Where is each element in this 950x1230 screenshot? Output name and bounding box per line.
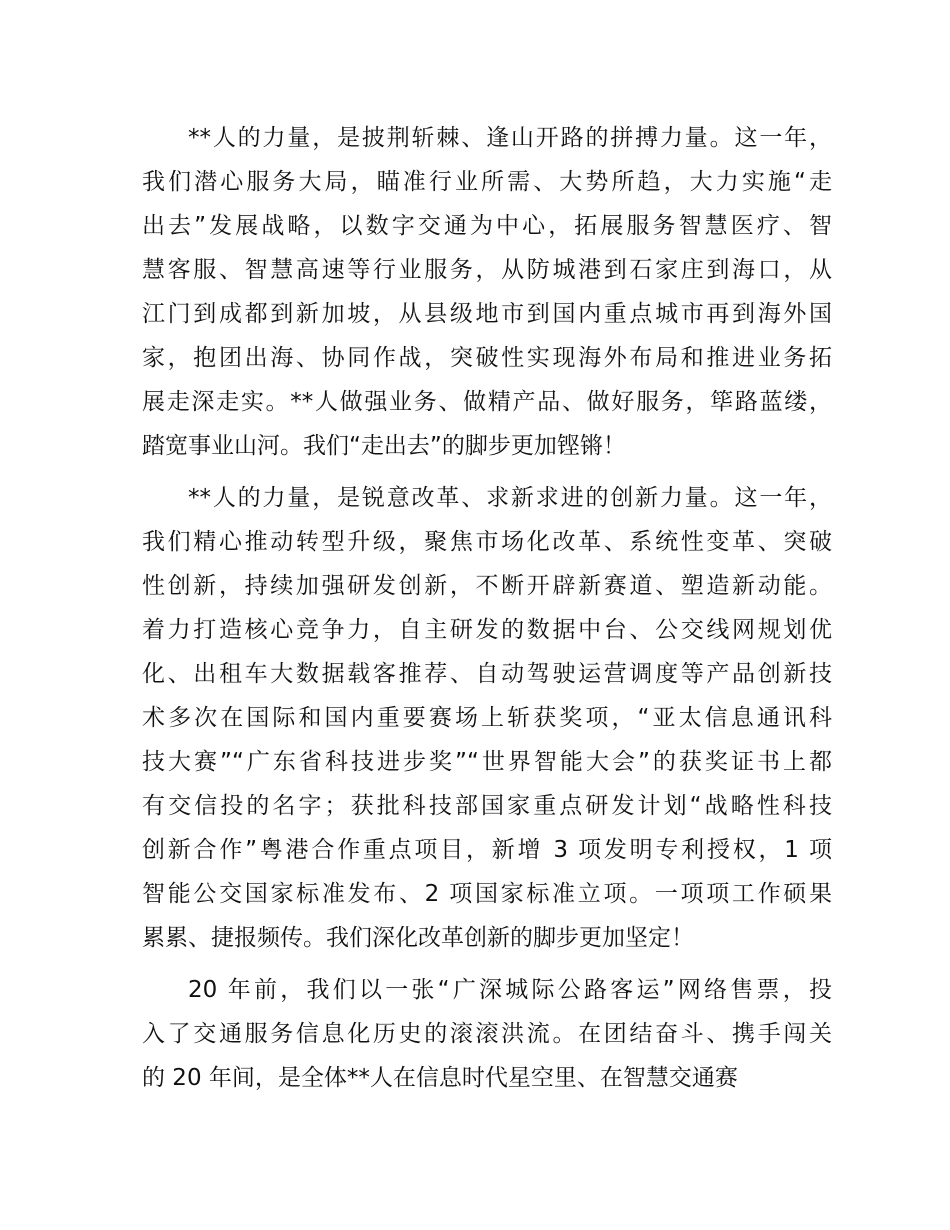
text-line: 智能公交国家标准发布、2 项国家标准立项。一项项工作硕果 bbox=[142, 881, 832, 907]
text-line: 20 年前，我们以一张“广深城际公路客运”网络售票，投 bbox=[188, 977, 832, 1003]
text-line: 江门到成都到新加坡，从县级地市到国内重点城市再到海外国 bbox=[142, 301, 832, 327]
paragraph bbox=[142, 968, 832, 1100]
text-line: 我们潜心服务大局，瞄准行业所需、大势所趋，大力实施“走 bbox=[142, 169, 832, 195]
paragraph bbox=[142, 116, 832, 468]
text-line: 化、出租车大数据载客推荐、自动驾驶运营调度等产品创新技 bbox=[142, 661, 832, 687]
text-line: 着力打造核心竞争力，自主研发的数据中台、公交线网规划优 bbox=[142, 617, 832, 643]
text-line: **人的力量，是披荆斩棘、逢山开路的拼搏力量。这一年， bbox=[188, 125, 832, 151]
text-line: 出去”发展战略，以数字交通为中心，拓展服务智慧医疗、智 bbox=[142, 213, 832, 239]
text-line: 家，抱团出海、协同作战，突破性实现海外布局和推进业务拓 bbox=[142, 345, 832, 371]
paragraph-spacer bbox=[142, 960, 832, 968]
text-line: 我们精心推动转型升级，聚焦市场化改革、系统性变革、突破 bbox=[142, 529, 832, 555]
text-line: 技大赛”“广东省科技进步奖”“世界智能大会”的获奖证书上都 bbox=[142, 749, 832, 775]
document-body bbox=[142, 116, 832, 1100]
text-line: 踏宽事业山河。我们“走出去”的脚步更加铿锵！ bbox=[142, 433, 626, 459]
text-line: **人的力量，是锐意改革、求新求进的创新力量。这一年， bbox=[188, 485, 832, 511]
text-line: 有交信投的名字；获批科技部国家重点研发计划“战略性科技 bbox=[142, 793, 832, 819]
text-line: 术多次在国际和国内重要赛场上斩获奖项，“亚太信息通讯科 bbox=[142, 705, 832, 731]
paragraph bbox=[142, 476, 832, 960]
text-line: 入了交通服务信息化历史的滚滚洪流。在团结奋斗、携手闯关 bbox=[142, 1021, 832, 1047]
text-line: 累累、捷报频传。我们深化改革创新的脚步更加坚定！ bbox=[142, 925, 694, 951]
paragraph-spacer bbox=[142, 468, 832, 476]
text-line: 性创新，持续加强研发创新，不断开辟新赛道、塑造新动能。 bbox=[142, 573, 832, 599]
text-line: 慧客服、智慧高速等行业服务，从防城港到石家庄到海口，从 bbox=[142, 257, 832, 283]
text-line: 的 20 年间，是全体**人在信息时代星空里、在智慧交通赛 bbox=[142, 1065, 738, 1091]
text-line: 创新合作”粤港合作重点项目，新增 3 项发明专利授权，1 项 bbox=[142, 837, 832, 863]
text-line: 展走深走实。**人做强业务、做精产品、做好服务，筚路蓝缕， bbox=[142, 389, 832, 415]
